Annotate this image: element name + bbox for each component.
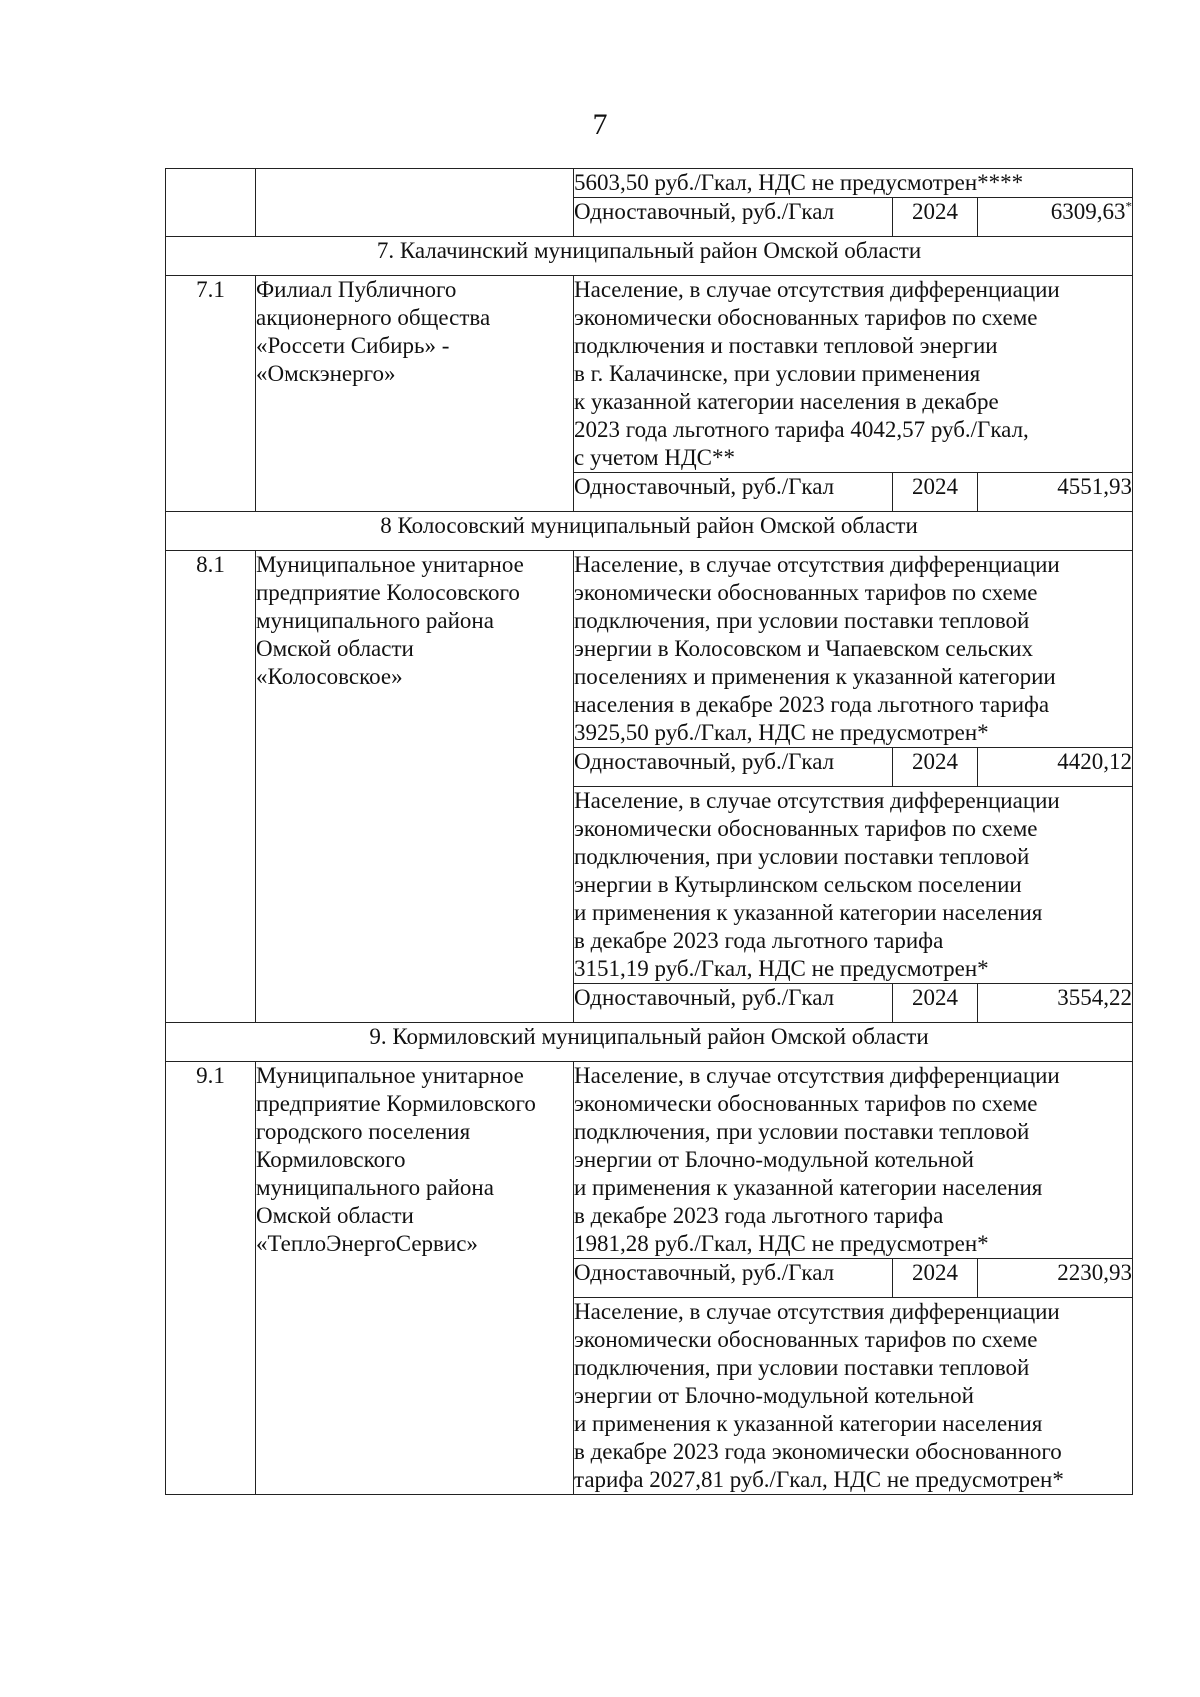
condition-text (574, 1298, 1133, 1495)
tariff-value: 3554,22 (978, 984, 1133, 1023)
organization-line: Омской области (256, 636, 414, 661)
organization-line: Филиал Публичного (256, 277, 457, 302)
tariff-year: 2024 (893, 1259, 978, 1298)
condition-line: экономически обоснованных тарифов по схеме (574, 1327, 1038, 1352)
condition-line: экономически обоснованных тарифов по схеме (574, 816, 1038, 841)
tariff-value: 4551,93 (978, 473, 1133, 512)
condition-line: подключения и поставки тепловой энергии (574, 333, 998, 358)
condition-line: в декабре 2023 года льготного тарифа (574, 928, 944, 953)
condition-line: энергии в Кутырлинском сельском поселении (574, 872, 1022, 897)
tariff-year: 2024 (893, 198, 978, 237)
tariff-value (978, 198, 1133, 237)
condition-line: 2023 года льготного тарифа 4042,57 руб./Гкал, (574, 417, 1029, 442)
condition-line: Население, в случае отсутствия дифференциации (574, 552, 1060, 577)
condition-text (574, 276, 1133, 473)
page-number: 7 (592, 108, 608, 141)
tariff-year: 2024 (893, 748, 978, 787)
condition-line: и применения к указанной категории населения (574, 900, 1043, 925)
condition-line: подключения, при условии поставки тепловой (574, 1355, 1030, 1380)
tariff-kind: Одноставочный, руб./Гкал (574, 198, 893, 237)
row-number: 8.1 (166, 551, 256, 1023)
tariff-kind: Одноставочный, руб./Гкал (574, 984, 893, 1023)
condition-line: экономически обоснованных тарифов по схеме (574, 580, 1038, 605)
section-header-row (166, 237, 1133, 276)
condition-row (166, 1062, 1133, 1259)
condition-text (574, 787, 1133, 984)
section-title: 7. Калачинский муниципальный район Омской области (166, 237, 1133, 276)
organization-line: «ТеплоЭнергоСервис» (256, 1231, 478, 1256)
condition-line: энергии от Блочно-модульной котельной (574, 1383, 974, 1408)
condition-line: 3925,50 руб./Гкал, НДС не предусмотрен* (574, 720, 989, 745)
organization-cell (256, 1062, 574, 1495)
condition-line: подключения, при условии поставки тепловой (574, 1119, 1030, 1144)
organization-line: предприятие Кормиловского (256, 1091, 536, 1116)
condition-line: 3151,19 руб./Гкал, НДС не предусмотрен* (574, 956, 989, 981)
condition-line: Население, в случае отсутствия дифференциации (574, 1063, 1060, 1088)
condition-text (574, 1062, 1133, 1259)
condition-row (166, 551, 1133, 748)
condition-line: подключения, при условии поставки тепловой (574, 844, 1030, 869)
tariff-kind: Одноставочный, руб./Гкал (574, 1259, 893, 1298)
condition-line: и применения к указанной категории населения (574, 1175, 1043, 1200)
section-title: 8 Колосовский муниципальный район Омской области (166, 512, 1133, 551)
condition-line: населения в декабре 2023 года льготного тарифа (574, 692, 1050, 717)
tariff-value-mark: * (1125, 198, 1132, 214)
condition-text (574, 551, 1133, 748)
organization-line: муниципального района (256, 1175, 494, 1200)
condition-line: и применения к указанной категории населения (574, 1411, 1043, 1436)
organization-line: Муниципальное унитарное (256, 552, 524, 577)
condition-line: энергии от Блочно-модульной котельной (574, 1147, 974, 1172)
condition-line: Население, в случае отсутствия дифференциации (574, 1299, 1060, 1324)
organization-cell (256, 551, 574, 1023)
section-header-row (166, 512, 1133, 551)
tariff-value: 4420,12 (978, 748, 1133, 787)
condition-line: тарифа 2027,81 руб./Гкал, НДС не предусмотрен* (574, 1467, 1064, 1492)
organization-line: городского поселения (256, 1119, 471, 1144)
organization-line: «Омскэнерго» (256, 361, 396, 386)
condition-line: экономически обоснованных тарифов по схеме (574, 305, 1038, 330)
organization-line: муниципального района (256, 608, 494, 633)
condition-line: к указанной категории населения в декабре (574, 389, 999, 414)
tariff-year: 2024 (893, 473, 978, 512)
section-header-row (166, 1023, 1133, 1062)
tariff-year: 2024 (893, 984, 978, 1023)
organization-line: «Колосовское» (256, 664, 403, 689)
condition-line: энергии в Колосовском и Чапаевском сельских (574, 636, 1034, 661)
organization-line: Муниципальное унитарное (256, 1063, 524, 1088)
continuation-row (166, 169, 1133, 198)
row-number (166, 169, 256, 237)
condition-line: Население, в случае отсутствия дифференциации (574, 788, 1060, 813)
condition-text: 5603,50 руб./Гкал, НДС не предусмотрен**** (574, 169, 1133, 198)
tariff-table (165, 168, 1133, 1495)
condition-line: в декабре 2023 года льготного тарифа (574, 1203, 944, 1228)
organization-cell (256, 276, 574, 512)
condition-row (166, 276, 1133, 473)
row-number: 7.1 (166, 276, 256, 512)
tariff-value: 2230,93 (978, 1259, 1133, 1298)
organization-line: предприятие Колосовского (256, 580, 520, 605)
condition-line: Население, в случае отсутствия дифференциации (574, 277, 1060, 302)
organization-line: «Россети Сибирь» - (256, 333, 450, 358)
organization-cell (256, 169, 574, 237)
condition-line: 1981,28 руб./Гкал, НДС не предусмотрен* (574, 1231, 989, 1256)
condition-line: экономически обоснованных тарифов по схеме (574, 1091, 1038, 1116)
section-title: 9. Кормиловский муниципальный район Омской области (166, 1023, 1133, 1062)
condition-line: в декабре 2023 года экономически обоснованного (574, 1439, 1062, 1464)
condition-line: поселениях и применения к указанной категории (574, 664, 1056, 689)
organization-line: Кормиловского (256, 1147, 406, 1172)
row-number: 9.1 (166, 1062, 256, 1495)
tariff-kind: Одноставочный, руб./Гкал (574, 473, 893, 512)
organization-line: Омской области (256, 1203, 414, 1228)
condition-line: подключения, при условии поставки тепловой (574, 608, 1030, 633)
condition-line: с учетом НДС** (574, 445, 735, 470)
tariff-kind: Одноставочный, руб./Гкал (574, 748, 893, 787)
organization-line: акционерного общества (256, 305, 491, 330)
tariff-value-number: 6309,63 (1050, 199, 1126, 224)
condition-line: в г. Калачинске, при условии применения (574, 361, 981, 386)
